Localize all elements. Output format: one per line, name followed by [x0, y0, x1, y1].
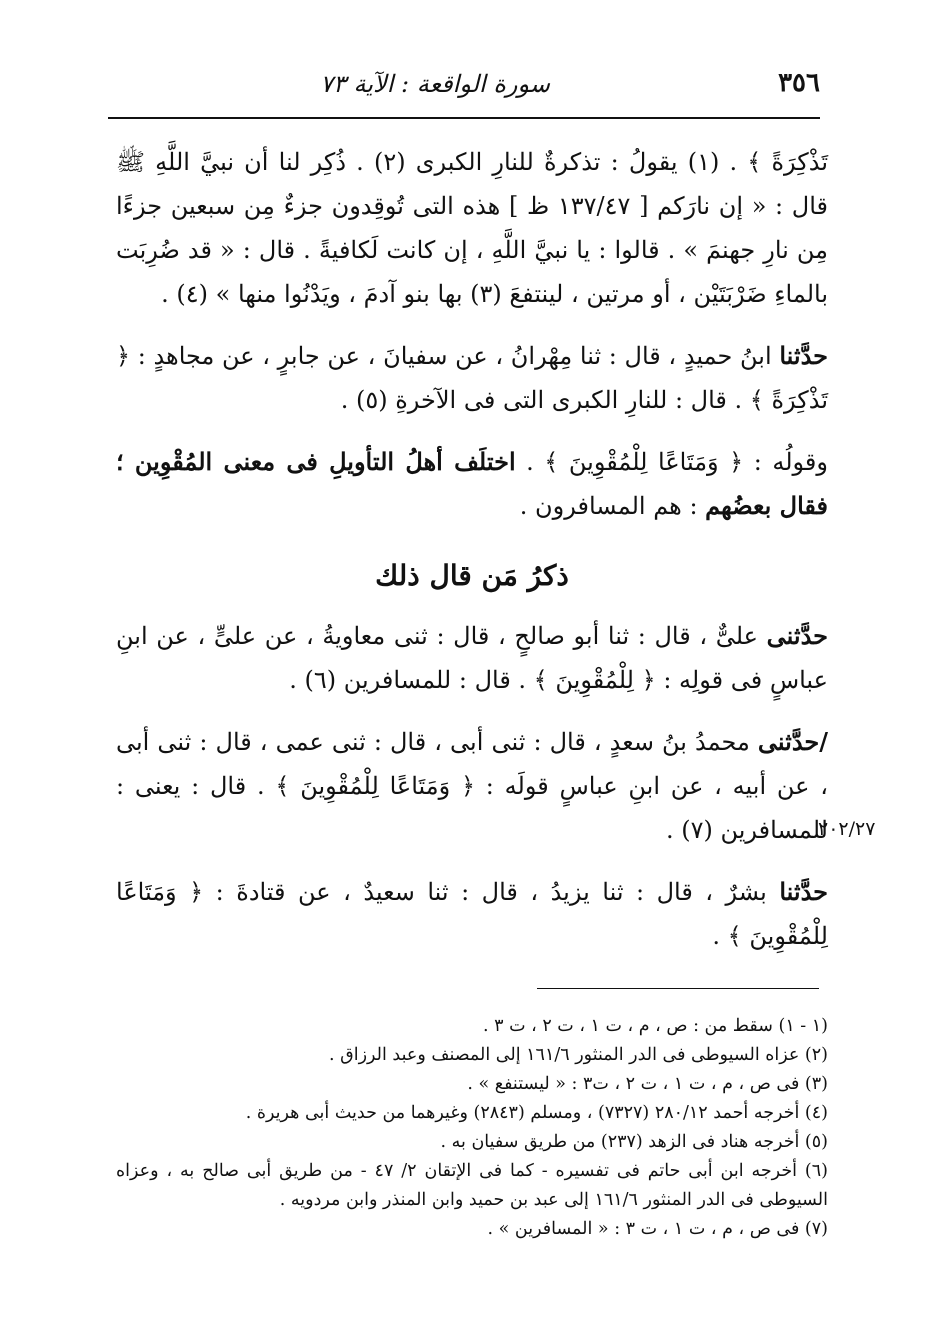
section-heading: ذكرُ مَن قال ذلك: [375, 559, 569, 592]
isnad-lead: حدَّثنى: [766, 621, 828, 650]
margin-reference: ٢٠٢/٢٧: [818, 818, 876, 840]
footnote: (٤) أخرجه أحمد ٢٨٠/١٢ (٧٣٢٧) ، ومسلم (٢٨٤٣) وغيرهما من حديث أبى هريرة .: [245, 1103, 828, 1123]
paragraph-1: تَذْكِرَةً ﴾ . (١) يقولُ : تذكرةٌ للنارِ الكبرى (٢) . ذُكِر لنا أن نبيَّ اللَّهِ ﷺ قال : « إن نارَكم [ ١٣٧/٤٧ ظ ] هذه التى تُوقِدون جزءٌ مِن سبعين جزءًا مِن نارِ جهنمَ » . قالوا : يا نبيَّ اللَّهِ ، إن كانت لَكافيةً . قال : « قد ضُرِبَت بالماءِ ضَرْبَتَيْن ، أو مرتين ، لينتفعَ (٣) بها بنو آدمَ ، ويَدْنُوا منها » (٤) .: [116, 148, 828, 308]
paragraph-4: حدَّثنى علىٌّ ، قال : ثنا أبو صالحٍ ، قال : ثنى معاويةُ ، عن علىٍّ ، عن ابنِ عباسٍ فى قولِه : ﴿ لِلْمُقْوِينَ ﴾ . قال : للمسافرين (٦) .: [116, 621, 828, 694]
footnote: (٦) أخرجه ابن أبى حاتم فى تفسيره - كما فى الإتقان ٢/ ٤٧ - من طريق أبى صالح به ، وعزاه السيوطى فى الدر المنثور ١٦١/٦ إلى عبد بن حميد وابن المنذر وابن مردويه .: [116, 1161, 828, 1210]
isnad-lead: حدَّثنا: [779, 877, 828, 906]
isnad-lead: حدَّثنا: [779, 341, 828, 370]
header-rule: [108, 117, 820, 119]
footnote: (٢) عزاه السيوطى فى الدر المنثور ١٦١/٦ إلى المصنف وعبد الرزاق .: [329, 1045, 828, 1065]
footnote: (٧) فى ص ، م ، ت ١ ، ت ٣ : « المسافرين » .: [487, 1219, 828, 1239]
footnote: (١ - ١) سقط من : ص ، م ، ت ١ ، ت ٢ ، ت ٣ .: [482, 1016, 828, 1036]
footnote-rule: [537, 988, 819, 989]
footnote: (٣) فى ص ، م ، ت ١ ، ت ٢ ، ت٣ : « ليستنفع » .: [467, 1074, 828, 1094]
running-title: سورة الواقعة : الآية ٧٣: [320, 70, 550, 98]
footnotes: [116, 1012, 828, 1244]
paragraph-3: وقولُه : ﴿ وَمَتَاعًا لِلْمُقْوِينَ ﴾ . اختلَف أهلُ التأويلِ فى معنى المُقْوِين ؛ فقال بعضُهم : هم المسافرون .: [116, 447, 828, 520]
isnad-lead: /حدَّثنى: [757, 727, 829, 756]
main-text: [116, 140, 828, 958]
paragraph-5: /حدَّثنى محمدُ بنُ سعدٍ ، قال : ثنى أبى ، قال : ثنى عمى ، قال : ثنى أبى ، عن أبيه ، عن ابنِ عباسٍ قولَه : ﴿ وَمَتَاعًا لِلْمُقْوِينَ ﴾ . قال : يعنى : للمسافرين (٧) .: [116, 727, 829, 844]
page-header: [108, 62, 820, 110]
paragraph-2: حدَّثنا ابنُ حميدٍ ، قال : ثنا مِهْرانُ ، عن سفيانَ ، عن جابرٍ ، عن مجاهدٍ : ﴿ تَذْكِرَةً ﴾ . قال : للنارِ الكبرى التى فى الآخرةِ (٥) .: [116, 341, 828, 414]
page-number: ٣٥٦: [778, 68, 820, 98]
footnote: (٥) أخرجه هناد فى الزهد (٢٣٧) من طريق سفيان به .: [440, 1132, 828, 1152]
paragraph-6: حدَّثنا بشرٌ ، قال : ثنا يزيدُ ، قال : ثنا سعيدٌ ، عن قتادةَ : ﴿ وَمَتَاعًا لِلْمُقْوِينَ ﴾ .: [116, 877, 828, 950]
